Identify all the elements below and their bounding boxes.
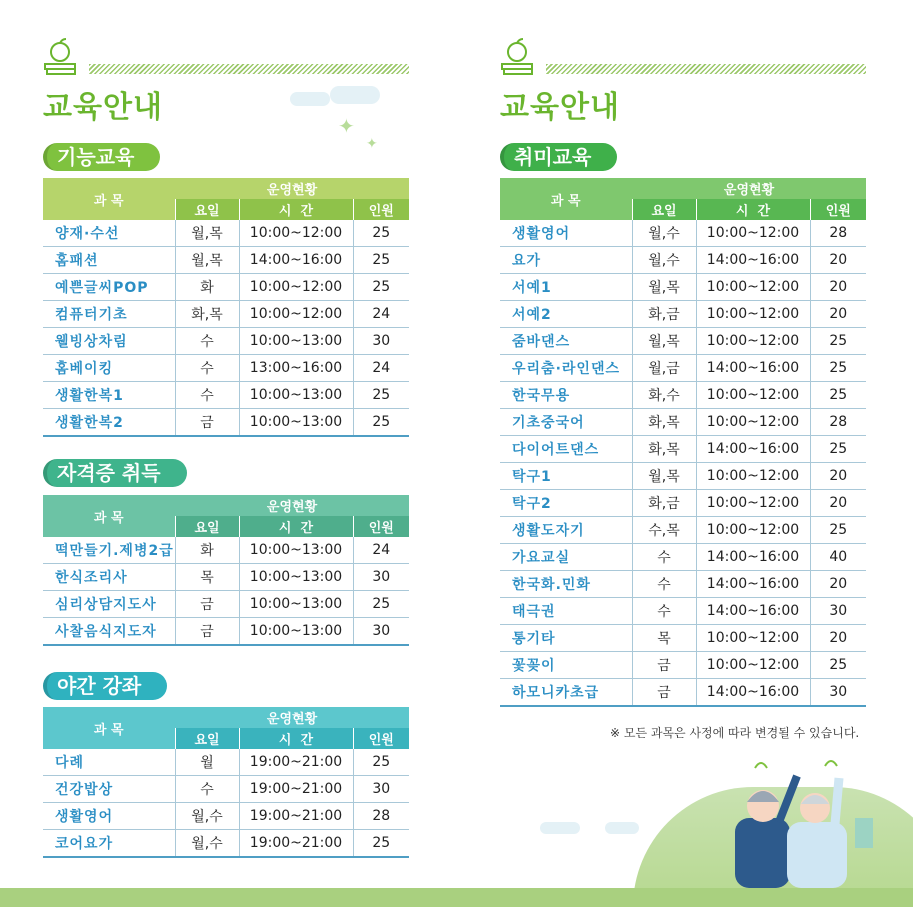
people-cell: 20 xyxy=(810,463,866,490)
bird-decoration: ✦ xyxy=(338,114,355,138)
day-cell: 금 xyxy=(632,652,696,679)
people-cell: 30 xyxy=(353,776,409,803)
subject-cell: 홈베이킹 xyxy=(43,355,175,382)
people-cell: 25 xyxy=(353,591,409,618)
subject-cell: 생활영어 xyxy=(43,803,175,830)
bird-decoration: ✦ xyxy=(366,136,378,152)
time-cell: 19:00~21:00 xyxy=(239,830,353,858)
header-rule xyxy=(89,64,409,74)
day-cell: 월,수 xyxy=(175,830,239,858)
header-subject: 과 목 xyxy=(43,707,175,749)
day-cell: 월,수 xyxy=(632,220,696,247)
time-cell: 10:00~13:00 xyxy=(239,618,353,646)
time-cell: 10:00~13:00 xyxy=(239,564,353,591)
table-row xyxy=(500,463,866,490)
apple-book-icon xyxy=(43,38,77,76)
table-row xyxy=(43,382,409,409)
people-cell: 30 xyxy=(810,679,866,707)
header-subject: 과 목 xyxy=(43,495,175,537)
subject-cell: 한국무용 xyxy=(500,382,632,409)
schedule-table xyxy=(500,178,866,707)
section-title: 취미교육 xyxy=(500,143,617,171)
day-cell: 화,수 xyxy=(632,382,696,409)
table-row xyxy=(500,328,866,355)
subject-cell: 생활한복2 xyxy=(43,409,175,437)
time-cell: 19:00~21:00 xyxy=(239,749,353,776)
people-cell: 20 xyxy=(810,247,866,274)
day-cell: 수 xyxy=(175,382,239,409)
header-day: 요일 xyxy=(175,728,239,749)
people-cheering-illustration xyxy=(735,758,885,888)
table-row xyxy=(500,598,866,625)
time-cell: 10:00~12:00 xyxy=(696,328,810,355)
table-row xyxy=(500,355,866,382)
subject-cell: 생활영어 xyxy=(500,220,632,247)
day-cell: 월,수 xyxy=(632,247,696,274)
people-cell: 20 xyxy=(810,274,866,301)
table-row xyxy=(43,776,409,803)
subject-cell: 떡만들기.제병2급 xyxy=(43,537,175,564)
table-row xyxy=(500,436,866,463)
day-cell: 수 xyxy=(632,598,696,625)
table-row xyxy=(500,247,866,274)
subject-cell: 줌바댄스 xyxy=(500,328,632,355)
table-row xyxy=(43,274,409,301)
people-cell: 25 xyxy=(810,517,866,544)
time-cell: 10:00~12:00 xyxy=(696,625,810,652)
table-row xyxy=(43,355,409,382)
header-people: 인원 xyxy=(810,199,866,220)
header-day: 요일 xyxy=(175,516,239,537)
subject-cell: 컴퓨터기초 xyxy=(43,301,175,328)
day-cell: 화,목 xyxy=(175,301,239,328)
people-cell: 25 xyxy=(353,274,409,301)
day-cell: 화,목 xyxy=(632,436,696,463)
time-cell: 10:00~12:00 xyxy=(696,274,810,301)
table-row xyxy=(43,591,409,618)
table-row xyxy=(43,247,409,274)
day-cell: 금 xyxy=(175,618,239,646)
day-cell: 수 xyxy=(632,544,696,571)
table-row xyxy=(500,301,866,328)
cloud-decoration xyxy=(540,822,580,834)
people-cell: 24 xyxy=(353,537,409,564)
header-rule xyxy=(546,64,866,74)
time-cell: 10:00~13:00 xyxy=(239,537,353,564)
people-cell: 25 xyxy=(353,382,409,409)
header-time: 시 간 xyxy=(239,199,353,220)
table-row xyxy=(43,830,409,858)
day-cell: 수 xyxy=(175,776,239,803)
day-cell: 월,수 xyxy=(175,803,239,830)
day-cell: 월,목 xyxy=(175,247,239,274)
day-cell: 월 xyxy=(175,749,239,776)
people-cell: 30 xyxy=(353,328,409,355)
table-row xyxy=(500,274,866,301)
page-title: 교육안내 xyxy=(500,90,620,125)
header-subject: 과 목 xyxy=(500,178,632,220)
subject-cell: 양재·수선 xyxy=(43,220,175,247)
subject-cell: 홈패션 xyxy=(43,247,175,274)
header-status: 운영현황 xyxy=(175,178,409,199)
header-time: 시 간 xyxy=(696,199,810,220)
people-cell: 20 xyxy=(810,571,866,598)
people-cell: 25 xyxy=(810,328,866,355)
schedule-table xyxy=(43,707,409,858)
subject-cell: 기초중국어 xyxy=(500,409,632,436)
day-cell: 수,목 xyxy=(632,517,696,544)
time-cell: 19:00~21:00 xyxy=(239,803,353,830)
subject-cell: 심리상담지도사 xyxy=(43,591,175,618)
time-cell: 10:00~12:00 xyxy=(696,220,810,247)
header-time: 시 간 xyxy=(239,516,353,537)
subject-cell: 하모니카초급 xyxy=(500,679,632,707)
header-day: 요일 xyxy=(175,199,239,220)
table-row xyxy=(500,490,866,517)
table-row xyxy=(43,564,409,591)
cloud-decoration xyxy=(605,822,639,834)
table-row xyxy=(43,618,409,646)
header-people: 인원 xyxy=(353,199,409,220)
table-row xyxy=(500,544,866,571)
time-cell: 13:00~16:00 xyxy=(239,355,353,382)
time-cell: 14:00~16:00 xyxy=(696,544,810,571)
people-cell: 28 xyxy=(810,409,866,436)
header-status: 운영현황 xyxy=(175,707,409,728)
time-cell: 10:00~12:00 xyxy=(696,409,810,436)
header-status: 운영현황 xyxy=(175,495,409,516)
people-cell: 25 xyxy=(353,247,409,274)
table-row xyxy=(43,803,409,830)
day-cell: 화,금 xyxy=(632,301,696,328)
page-title: 교육안내 xyxy=(43,90,163,125)
time-cell: 10:00~12:00 xyxy=(239,220,353,247)
time-cell: 10:00~13:00 xyxy=(239,591,353,618)
people-cell: 25 xyxy=(810,436,866,463)
day-cell: 수 xyxy=(175,355,239,382)
section-title: 야간 강좌 xyxy=(43,672,167,700)
time-cell: 19:00~21:00 xyxy=(239,776,353,803)
subject-cell: 요가 xyxy=(500,247,632,274)
table-row xyxy=(500,382,866,409)
cloud-decoration xyxy=(290,92,330,106)
table-row xyxy=(500,220,866,247)
subject-cell: 서예1 xyxy=(500,274,632,301)
time-cell: 14:00~16:00 xyxy=(696,679,810,707)
day-cell: 수 xyxy=(175,328,239,355)
time-cell: 10:00~12:00 xyxy=(696,517,810,544)
table-row xyxy=(500,409,866,436)
people-cell: 24 xyxy=(353,355,409,382)
table-row xyxy=(500,517,866,544)
people-cell: 30 xyxy=(353,618,409,646)
section-title: 자격증 취득 xyxy=(43,459,187,487)
header-time: 시 간 xyxy=(239,728,353,749)
time-cell: 10:00~12:00 xyxy=(696,382,810,409)
notice-text: ※ 모든 과목은 사정에 따라 변경될 수 있습니다. xyxy=(610,726,860,740)
day-cell: 금 xyxy=(175,409,239,437)
cloud-decoration xyxy=(330,86,380,104)
table-row xyxy=(43,220,409,247)
time-cell: 10:00~12:00 xyxy=(696,301,810,328)
subject-cell: 생활한복1 xyxy=(43,382,175,409)
time-cell: 14:00~16:00 xyxy=(696,571,810,598)
day-cell: 화 xyxy=(175,274,239,301)
day-cell: 수 xyxy=(632,571,696,598)
header-subject: 과 목 xyxy=(43,178,175,220)
people-cell: 25 xyxy=(353,749,409,776)
table-row xyxy=(500,679,866,707)
day-cell: 화 xyxy=(175,537,239,564)
subject-cell: 다례 xyxy=(43,749,175,776)
people-cell: 30 xyxy=(810,598,866,625)
time-cell: 10:00~12:00 xyxy=(696,490,810,517)
day-cell: 금 xyxy=(632,679,696,707)
day-cell: 월,목 xyxy=(175,220,239,247)
time-cell: 10:00~12:00 xyxy=(239,301,353,328)
people-cell: 25 xyxy=(810,652,866,679)
apple-book-icon xyxy=(500,38,534,76)
table-row xyxy=(500,652,866,679)
people-cell: 40 xyxy=(810,544,866,571)
people-cell: 25 xyxy=(810,355,866,382)
day-cell: 월,금 xyxy=(632,355,696,382)
section-title: 기능교육 xyxy=(43,143,160,171)
people-cell: 20 xyxy=(810,301,866,328)
day-cell: 월,목 xyxy=(632,328,696,355)
people-cell: 24 xyxy=(353,301,409,328)
day-cell: 목 xyxy=(175,564,239,591)
time-cell: 10:00~13:00 xyxy=(239,382,353,409)
subject-cell: 웰빙상차림 xyxy=(43,328,175,355)
header-people: 인원 xyxy=(353,728,409,749)
day-cell: 화,목 xyxy=(632,409,696,436)
subject-cell: 탁구1 xyxy=(500,463,632,490)
table-row xyxy=(43,537,409,564)
people-cell: 20 xyxy=(810,625,866,652)
table-row xyxy=(43,409,409,437)
time-cell: 10:00~13:00 xyxy=(239,409,353,437)
table-row xyxy=(43,749,409,776)
header-day: 요일 xyxy=(632,199,696,220)
table-row xyxy=(500,571,866,598)
table-row xyxy=(43,328,409,355)
people-cell: 25 xyxy=(353,830,409,858)
time-cell: 10:00~13:00 xyxy=(239,328,353,355)
day-cell: 목 xyxy=(632,625,696,652)
subject-cell: 사찰음식지도자 xyxy=(43,618,175,646)
time-cell: 10:00~12:00 xyxy=(696,652,810,679)
time-cell: 10:00~12:00 xyxy=(696,463,810,490)
subject-cell: 탁구2 xyxy=(500,490,632,517)
day-cell: 금 xyxy=(175,591,239,618)
time-cell: 14:00~16:00 xyxy=(696,355,810,382)
subject-cell: 한식조리사 xyxy=(43,564,175,591)
time-cell: 10:00~12:00 xyxy=(239,274,353,301)
day-cell: 화,금 xyxy=(632,490,696,517)
subject-cell: 꽃꽂이 xyxy=(500,652,632,679)
subject-cell: 한국화.민화 xyxy=(500,571,632,598)
time-cell: 14:00~16:00 xyxy=(239,247,353,274)
header-people: 인원 xyxy=(353,516,409,537)
people-cell: 25 xyxy=(353,409,409,437)
people-cell: 20 xyxy=(810,490,866,517)
subject-cell: 가요교실 xyxy=(500,544,632,571)
time-cell: 14:00~16:00 xyxy=(696,598,810,625)
schedule-table xyxy=(43,178,409,437)
schedule-table xyxy=(43,495,409,646)
people-cell: 30 xyxy=(353,564,409,591)
header-status: 운영현황 xyxy=(632,178,866,199)
subject-cell: 서예2 xyxy=(500,301,632,328)
people-cell: 25 xyxy=(810,382,866,409)
people-cell: 25 xyxy=(353,220,409,247)
footer-bar xyxy=(0,888,913,907)
subject-cell: 통기타 xyxy=(500,625,632,652)
subject-cell: 건강밥상 xyxy=(43,776,175,803)
subject-cell: 코어요가 xyxy=(43,830,175,858)
people-cell: 28 xyxy=(810,220,866,247)
subject-cell: 다이어트댄스 xyxy=(500,436,632,463)
subject-cell: 예쁜글씨POP xyxy=(43,274,175,301)
time-cell: 14:00~16:00 xyxy=(696,436,810,463)
subject-cell: 생활도자기 xyxy=(500,517,632,544)
subject-cell: 태극권 xyxy=(500,598,632,625)
subject-cell: 우리춤·라인댄스 xyxy=(500,355,632,382)
table-row xyxy=(43,301,409,328)
time-cell: 14:00~16:00 xyxy=(696,247,810,274)
table-row xyxy=(500,625,866,652)
people-cell: 28 xyxy=(353,803,409,830)
day-cell: 월,목 xyxy=(632,463,696,490)
day-cell: 월,목 xyxy=(632,274,696,301)
